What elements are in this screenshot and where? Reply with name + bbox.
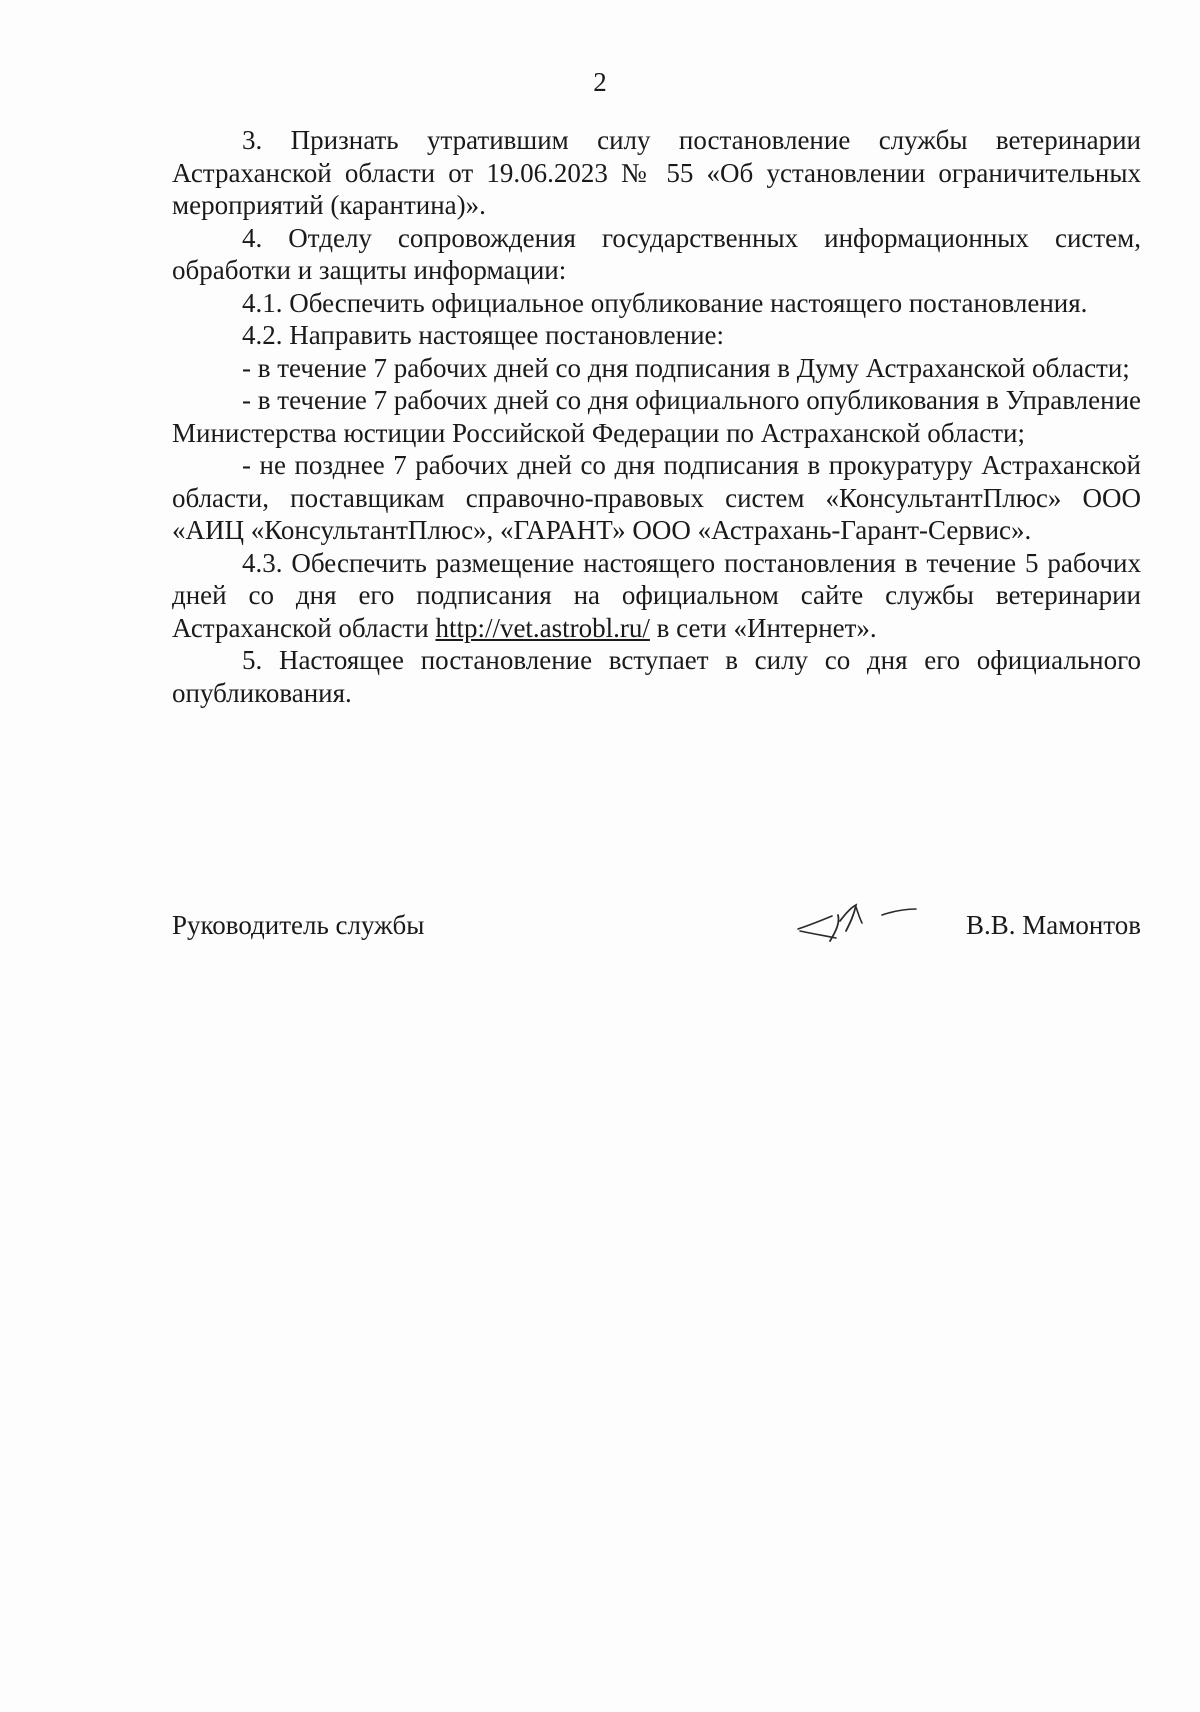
paragraph-4-3 <box>172 547 1141 645</box>
paragraph-4-3-text: 4.3. Обеспечить размещение настоящего постановления в течение 5 рабочих дней со дня его подписания на официальном сайте службы ветеринарии Астраханской области <box>172 547 1141 643</box>
paragraph-5: 5. Настоящее постановление вступает в силу со дня его официального опубликования. <box>172 645 1141 708</box>
vet-site-link[interactable]: http://vet.astrobl.ru/ <box>435 612 650 643</box>
signatory-position: Руководитель службы <box>172 910 425 940</box>
paragraph-3: 3. Признать утратившим силу постановление службы ветеринарии Астраханской области от 19.06.2023 № 55 «Об установлении ограничительных мероприятий (карантина)». <box>172 125 1141 220</box>
handwritten-signature <box>790 897 920 947</box>
paragraph-4-3-tail: в сети «Интернет». <box>649 612 877 643</box>
paragraph-4-2-b: - в течение 7 рабочих дней со дня официального опубликования в Управление Министерства юстиции Российской Федерации по Астраханской области; <box>172 385 1141 448</box>
paragraph-4-1: 4.1. Обеспечить официальное опубликование настоящего постановления. <box>242 287 1088 318</box>
signature-block <box>172 897 1141 947</box>
paragraph-4-2-a: - в течение 7 рабочих дней со дня подписания в Думу Астраханской области; <box>242 352 1130 383</box>
paragraph-4-2-c: - не позднее 7 рабочих дней со дня подписания в прокуратуру Астраханской области, поставщикам справочно-правовых систем «КонсультантПлюс» ООО «АИЦ «КонсультантПлюс», «ГАРАНТ» ООО «Астрахань-Гарант-Сервис». <box>172 450 1141 545</box>
page-number: 2 <box>593 67 607 97</box>
document-body <box>172 124 1141 709</box>
signatory-name: В.В. Мамонтов <box>966 910 1141 940</box>
paragraph-4: 4. Отделу сопровождения государственных информационных систем, обработки и защиты информации: <box>172 222 1141 285</box>
paragraph-4-2: 4.2. Направить настоящее постановление: <box>242 320 725 350</box>
